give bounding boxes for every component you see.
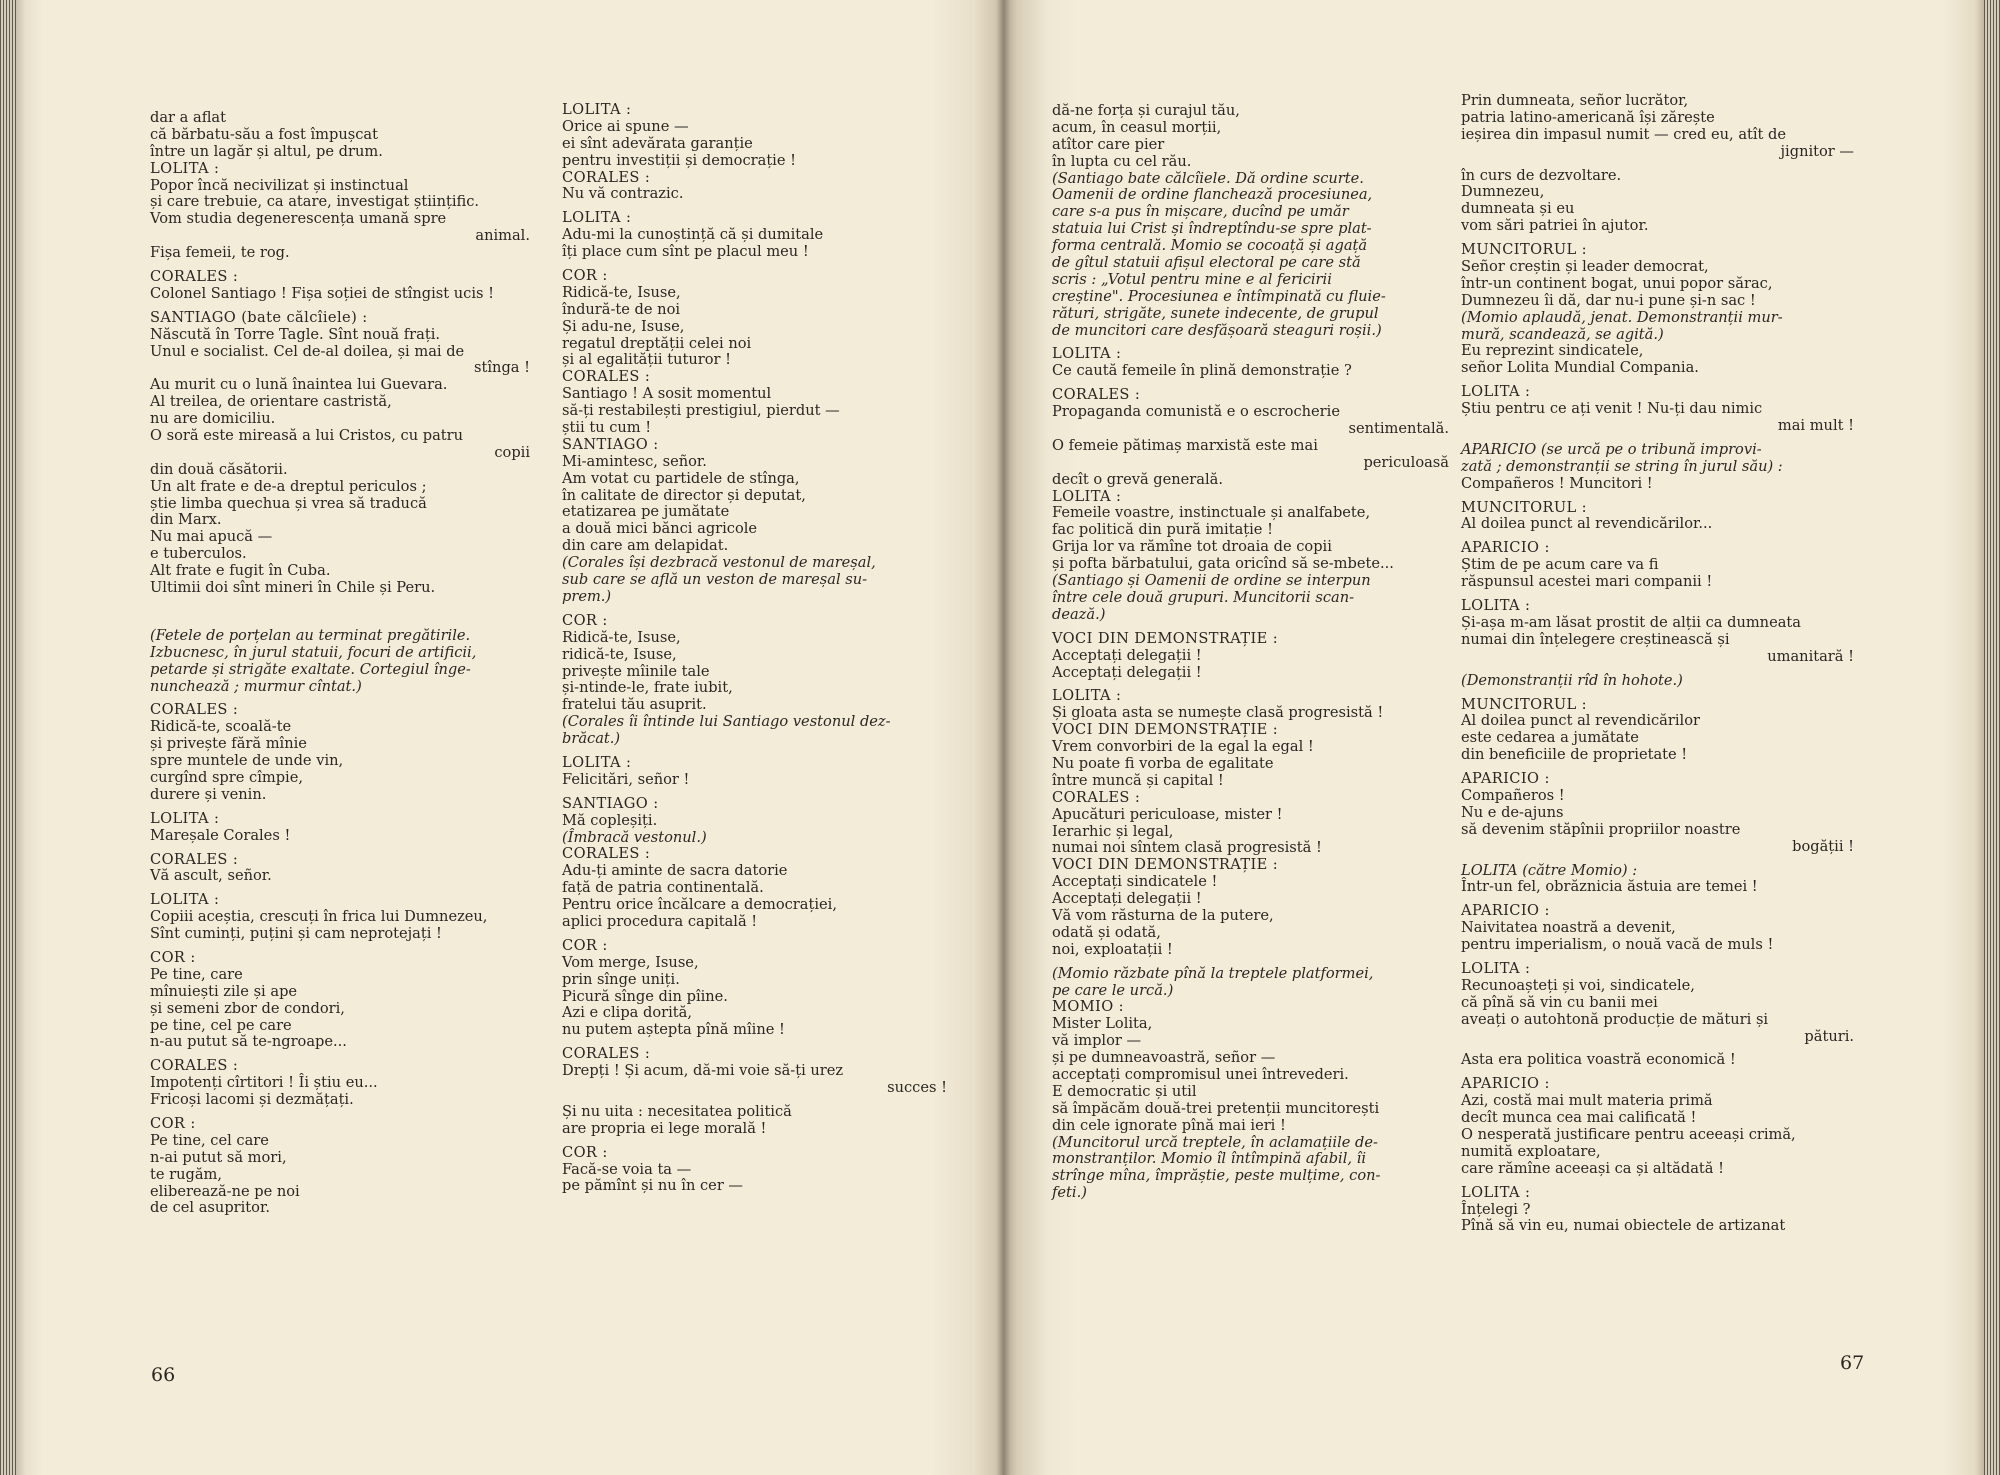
text-line: între muncă și capital ! — [1052, 771, 1224, 789]
page-edge-right — [1984, 0, 2000, 1475]
stage-direction-line: statuia lui Crist și îndreptîndu-se spre plat- — [1052, 220, 1372, 238]
text-line: Sînt cuminți, puțini și cam neprotejați ! — [150, 925, 442, 943]
text-line: Azi e clipa dorită, — [562, 1004, 692, 1022]
text-line: nu putem aștepta pînă mîine ! — [562, 1021, 785, 1039]
text-line: Picură sînge din pîine. — [562, 987, 728, 1005]
speaker-label: APARICIO : — [1461, 1075, 1550, 1093]
text-line: jignitor — — [1780, 142, 1854, 160]
speaker-label: LOLITA : — [150, 891, 220, 909]
speaker-label: LOLITA : — [1052, 487, 1122, 505]
stage-direction-line: scris : „Votul pentru mine e al fericirii — [1052, 270, 1332, 288]
text-line: acceptați compromisul unei întrevederi. — [1052, 1065, 1349, 1083]
book-gutter — [996, 0, 1010, 1475]
stage-direction-line: (Santiago bate călcîiele. Dă ordine scurte. — [1052, 169, 1364, 187]
text-line: și care trebuie, ca atare, investigat științific. — [150, 193, 480, 211]
stage-direction-line: (Momio răzbate pînă la treptele platformei, — [1052, 964, 1374, 982]
text-line: Pînă să vin eu, numai obiectele de artizanat — [1461, 1217, 1786, 1235]
text-line: Născută în Torre Tagle. Sînt nouă frați. — [150, 325, 441, 343]
speaker-label: LOLITA : — [562, 101, 632, 118]
stage-direction-line: zată ; demonstranții se string în jurul său) : — [1461, 457, 1783, 475]
text-line: mai mult ! — [1777, 417, 1854, 435]
speaker-label: MUNCITORUL : — [1461, 695, 1587, 713]
text-line: numai din înțelegere creștinească și — [1461, 630, 1730, 648]
text-line: din Marx. — [150, 511, 222, 529]
text-line: Femeile voastre, instinctuale și analfabete, — [1052, 504, 1371, 522]
text-line: Vom merge, Isuse, — [562, 953, 699, 971]
right-page-column-1 — [1052, 103, 1449, 1202]
text-line: să împăcăm două-trei pretenții muncitorești — [1052, 1099, 1380, 1117]
text-line: prin sînge uniți. — [562, 970, 680, 988]
text-line: patria latino-americană își zărește — [1461, 108, 1715, 126]
stage-direction-line: Izbucnesc, în jurul statuii, focuri de artificii, — [150, 643, 477, 661]
text-line: Știu pentru ce ați venit ! Nu-ți dau nimic — [1461, 400, 1763, 418]
text-line: știi tu cum ! — [562, 419, 652, 437]
text-line: etatizarea pe jumătate — [562, 503, 730, 521]
text-line: regatul dreptății celei noi — [562, 334, 752, 352]
stage-direction-line: rături, strigăte, sunete indecente, de grupul — [1052, 304, 1379, 322]
speaker-label: COR : — [562, 267, 608, 285]
speaker-label: MOMIO : — [1052, 998, 1124, 1016]
right-page-column-2 — [1461, 93, 1854, 1235]
stage-direction-line: (Santiago și Oamenii de ordine se interpun — [1052, 572, 1371, 590]
text-line: Compañeros ! — [1461, 786, 1565, 804]
text-line: Facă-se voia ta — — [562, 1160, 692, 1178]
speaker-label: LOLITA : — [150, 159, 220, 177]
text-line: fac politică din pură imitație ! — [1052, 521, 1273, 539]
speaker-label: CORALES : — [562, 845, 651, 863]
left-page-column-2 — [562, 102, 947, 1195]
stage-direction-line: între cele două grupuri. Muncitorii scan- — [1052, 588, 1355, 606]
text-line: Dumnezeu îi dă, dar nu-i pune și-n sac ! — [1461, 291, 1756, 309]
text-line: Orice ai spune — — [562, 117, 689, 135]
speaker-label: CORALES : — [1052, 788, 1141, 806]
speaker-label: SANTIAGO (bate călcîiele) : — [150, 308, 368, 326]
text-line: spre muntele de unde vin, — [150, 752, 344, 770]
speaker-label: CORALES : — [150, 850, 239, 868]
text-line: Naivitatea noastră a devenit, — [1461, 919, 1676, 937]
text-line: Al doilea punct al revendicărilor — [1461, 712, 1700, 730]
stage-direction-line: (Demonstranții rîd în hohote.) — [1461, 671, 1683, 689]
text-line: Acceptați delegații ! — [1052, 890, 1202, 908]
stage-direction-line: (Fetele de porțelan au terminat pregătirile. — [150, 626, 471, 644]
text-line: umanitară ! — [1767, 647, 1854, 665]
text-line: Acceptați delegații ! — [1052, 663, 1202, 681]
text-line: că pînă să vin cu banii mei — [1461, 993, 1658, 1011]
text-line: din două căsătorii. — [150, 460, 288, 478]
text-line: Prin dumneata, señor lucrător, — [1461, 92, 1689, 109]
text-line: Mi-amintesc, señor. — [562, 452, 707, 470]
text-line: Nu poate fi vorba de egalitate — [1052, 754, 1274, 772]
text-line: și pe dumneavoastră, señor — — [1052, 1049, 1276, 1067]
text-line: stînga ! — [474, 359, 530, 377]
speaker-label: COR : — [562, 936, 608, 954]
text-line: Al doilea punct al revendicărilor... — [1461, 515, 1713, 533]
stage-direction-line: Oamenii de ordine flanchează procesiunea, — [1052, 186, 1373, 204]
page-edge-left — [0, 0, 16, 1475]
text-line: e tuberculos. — [150, 545, 247, 563]
stage-direction-line: care s-a pus în mișcare, ducînd pe umăr — [1052, 203, 1349, 221]
text-line: Propaganda comunistă e o escrocherie — [1052, 403, 1340, 421]
text-line: curgînd spre cîmpie, — [150, 768, 303, 786]
speaker-label: LOLITA : — [1052, 345, 1122, 363]
speaker-label: LOLITA : — [562, 753, 632, 771]
text-line: să devenim stăpînii propriilor noastre — [1461, 820, 1741, 838]
text-line: Señor creștin și leader democrat, — [1461, 258, 1709, 276]
speaker-label: CORALES : — [562, 168, 651, 186]
text-line: atîtor care pier — [1052, 135, 1165, 153]
text-line: pe tine, cel pe care — [150, 1016, 292, 1034]
stage-direction-line: APARICIO (se urcă pe o tribună improvi- — [1461, 440, 1762, 458]
text-line: între un lagăr și altul, pe drum. — [150, 142, 383, 160]
speaker-label: CORALES : — [1052, 386, 1141, 404]
text-line: Vă vom răsturna de la putere, — [1052, 906, 1274, 924]
text-line: dumneata și eu — [1461, 200, 1575, 218]
speaker-label: LOLITA : — [1052, 687, 1122, 705]
text-line: mînuiești zile și ape — [150, 982, 298, 1000]
text-line: vă implor — — [1052, 1032, 1142, 1050]
text-line: privește mîinile tale — [562, 662, 710, 680]
stage-direction-line: pe care le urcă.) — [1052, 981, 1174, 999]
text-line: în lupta cu cel rău. — [1052, 152, 1192, 170]
text-line: Nu vă contrazic. — [562, 185, 684, 203]
text-line: Recunoașteți și voi, sindicatele, — [1461, 976, 1695, 994]
text-line: Nu mai apucă — — [150, 528, 273, 546]
text-line: Ridică-te, Isuse, — [562, 628, 681, 646]
speaker-label: CORALES : — [150, 1057, 239, 1075]
text-line: că bărbatu-său a fost împușcat — [150, 125, 378, 143]
text-line: Acceptați delegații ! — [1052, 646, 1202, 664]
text-line: Și-așa m-am lăsat prostit de alții ca dumneata — [1461, 613, 1801, 631]
stage-direction-line: de muncitori care desfășoară steaguri roșii.) — [1052, 321, 1382, 339]
text-line: odată și odată, — [1052, 923, 1161, 941]
text-line: Santiago ! A sosit momentul — [562, 385, 772, 403]
text-line: Mister Lolita, — [1052, 1015, 1153, 1033]
text-line: Eu reprezint sindicatele, — [1461, 342, 1644, 360]
text-line: ridică-te, Isuse, — [562, 645, 677, 663]
text-line: fratelui tău asuprit. — [562, 696, 707, 714]
speaker-label: LOLITA : — [1461, 959, 1531, 977]
text-line: aplici procedura capitală ! — [562, 912, 758, 930]
text-line: Impotenți cîrtitori ! Îi știu eu... — [150, 1074, 378, 1092]
text-line: și privește fără mînie — [150, 735, 307, 753]
text-line: E democratic și util — [1052, 1082, 1197, 1100]
stage-direction-line: petarde și strigăte exaltate. Cortegiul înge- — [150, 660, 471, 678]
stage-direction-line: strînge mîna, împrăștie, peste mulțime, con- — [1052, 1167, 1381, 1185]
stage-direction-line: creștine". Procesiunea e întîmpinată cu fluie- — [1052, 287, 1386, 305]
left-page-column-1 — [150, 110, 530, 1217]
speaker-label: VOCI DIN DEMONSTRAȚIE : — [1052, 856, 1279, 874]
text-line: și-ntinde-le, frate iubit, — [562, 679, 733, 697]
text-line: ieșirea din impasul numit — cred eu, atît de — [1461, 125, 1787, 143]
text-line: Alt frate e fugit în Cuba. — [150, 562, 331, 580]
text-line: señor Lolita Mundial Compania. — [1461, 359, 1699, 377]
text-line: eliberează-ne pe noi — [150, 1182, 300, 1200]
page-number-right: 67 — [1840, 1352, 1865, 1374]
speaker-label: LOLITA : — [1461, 1183, 1531, 1201]
text-line: Fișa femeii, te rog. — [150, 244, 290, 262]
text-line: nu are domiciliu. — [150, 410, 276, 428]
text-line: aveați o autohtonă producție de mături și — [1461, 1010, 1769, 1028]
speaker-label: COR : — [562, 611, 608, 629]
text-line: pături. — [1804, 1027, 1854, 1045]
text-line: O nesperată justificare pentru aceeași crimă, — [1461, 1125, 1796, 1143]
text-line: numită exploatare, — [1461, 1142, 1601, 1160]
text-line — [150, 604, 530, 621]
stage-direction-line: dează.) — [1052, 605, 1106, 623]
text-line: Pe tine, cel care — [150, 1131, 269, 1149]
text-line: și al egalității tuturor ! — [562, 351, 731, 369]
speaker-label: MUNCITORUL : — [1461, 241, 1587, 259]
text-line: periculoasă — [1363, 453, 1449, 471]
text-line: pe pămînt și nu în cer — — [562, 1177, 744, 1195]
text-line: Adu-ți aminte de sacra datorie — [562, 862, 788, 880]
text-line: dă-ne forța și curajul tău, — [1052, 102, 1240, 119]
text-line: Colonel Santiago ! Fișa soției de stîngist ucis ! — [150, 284, 494, 302]
speaker-label: COR : — [150, 948, 196, 966]
text-line: sentimentală. — [1348, 420, 1449, 438]
text-line: are propria ei lege morală ! — [562, 1119, 767, 1137]
text-line: Asta era politica voastră economică ! — [1461, 1051, 1736, 1069]
text-line: Dumnezeu, — [1461, 183, 1545, 201]
text-line: O femeie pătimaș marxistă este mai — [1052, 436, 1318, 454]
text-line: Grija lor va rămîne tot droaia de copii — [1052, 538, 1332, 556]
text-line: a două mici bănci agricole — [562, 520, 758, 538]
speaker-label: APARICIO : — [1461, 902, 1550, 920]
text-line: Apucături periculoase, mister ! — [1052, 805, 1283, 823]
text-line: și pofta bărbatului, gata oricînd să se-mbete... — [1052, 555, 1394, 573]
text-line: n-ai putut să mori, — [150, 1148, 287, 1166]
speaker-label: CORALES : — [150, 268, 239, 286]
text-line: ei sînt adevărata garanție — [562, 134, 753, 152]
text-line: într-un continent bogat, unui popor sărac, — [1461, 274, 1773, 292]
speaker-label: LOLITA : — [562, 209, 632, 227]
text-line: animal. — [475, 227, 530, 245]
text-line: durere și venin. — [150, 785, 267, 803]
stage-direction-line: brăcat.) — [562, 730, 621, 748]
text-line: copii — [494, 443, 530, 461]
stage-direction-line: prem.) — [562, 587, 612, 605]
text-line: Azi, costă mai mult materia primă — [1461, 1092, 1713, 1110]
text-line: Și adu-ne, Isuse, — [562, 317, 685, 335]
text-line: Ultimii doi sînt mineri în Chile și Peru. — [150, 579, 436, 597]
text-line: pentru investiții și democrație ! — [562, 151, 796, 169]
text-line: Unul e socialist. Cel de-al doilea, și mai de — [150, 342, 465, 360]
text-line: din beneficiile de proprietate ! — [1461, 746, 1688, 764]
stage-direction-line: sub care se află un veston de mareșal su- — [562, 571, 868, 589]
speaker-label: LOLITA : — [1461, 597, 1531, 615]
text-line: Al treilea, de orientare castristă, — [150, 393, 392, 411]
text-line: din care am delapidat. — [562, 537, 729, 555]
stage-direction-line: (Muncitorul urcă treptele, în aclamațiile de- — [1052, 1133, 1378, 1151]
speaker-label: APARICIO : — [1461, 539, 1550, 557]
text-line: Înțelegi ? — [1461, 1200, 1531, 1218]
stage-direction-line: monstranților. Momio îl întîmpină afabil, îi — [1052, 1150, 1367, 1168]
text-line: Ridică-te, Isuse, — [562, 283, 681, 301]
text-line: Mareșale Corales ! — [150, 826, 291, 844]
speaker-label: CORALES : — [150, 701, 239, 719]
text-line: vom sări patriei în ajutor. — [1461, 217, 1649, 235]
text-line: Ce caută femeile în plină demonstrație ? — [1052, 362, 1352, 380]
text-line: de cel asupritor. — [150, 1199, 270, 1217]
text-line: Vrem convorbiri de la egal la egal ! — [1052, 738, 1314, 756]
text-line: Compañeros ! Muncitori ! — [1461, 474, 1653, 492]
text-line: în curs de dezvoltare. — [1461, 166, 1622, 184]
text-line: Acceptați sindicatele ! — [1052, 873, 1218, 891]
text-line: Copiii aceștia, crescuți în frica lui Dumnezeu, — [150, 908, 488, 926]
text-line: decît munca cea mai calificată ! — [1461, 1109, 1697, 1127]
stage-direction-line: (Corales îi întinde lui Santiago vestonul dez- — [562, 713, 891, 731]
speaker-label: APARICIO : — [1461, 770, 1550, 788]
text-line: din cele ignorate pînă mai ieri ! — [1052, 1116, 1286, 1134]
text-line: îți place cum sînt pe placul meu ! — [562, 243, 809, 261]
speaker-label: SANTIAGO : — [562, 794, 659, 812]
text-line: Drepți ! Și acum, dă-mi voie să-ți urez — [562, 1062, 844, 1080]
text-line: Știm de pe acum care va fi — [1461, 556, 1659, 574]
text-line: Într-un fel, obrăznicia ăstuia are temei ! — [1461, 878, 1758, 896]
text-line: Adu-mi la cunoștință că și dumitale — [562, 226, 824, 244]
text-line: Felicitări, señor ! — [562, 770, 690, 788]
stage-direction-line: forma centrală. Momio se cocoață și agață — [1052, 237, 1368, 255]
stage-direction-line: (Îmbracă vestonul.) — [562, 828, 707, 846]
text-line: bogății ! — [1792, 837, 1854, 855]
text-line: Vă ascult, señor. — [150, 867, 272, 885]
stage-direction-line: de gîtul statuii afișul electoral pe care stă — [1052, 254, 1361, 272]
text-line: răspunsul acestei mari companii ! — [1461, 573, 1713, 591]
text-line: decît o grevă generală. — [1052, 470, 1223, 488]
text-line: este cedarea a jumătate — [1461, 729, 1639, 747]
speaker-label: LOLITA : — [1461, 383, 1531, 401]
text-line: față de patria continentală. — [562, 879, 764, 897]
speaker-label: COR : — [150, 1114, 196, 1132]
stage-direction-line: nunchează ; murmur cîntat.) — [150, 677, 362, 695]
text-line: O soră este mireasă a lui Cristos, cu patru — [150, 427, 464, 445]
text-line: Mă copleșiți. — [562, 811, 658, 829]
text-line: te rugăm, — [150, 1165, 223, 1183]
text-line: Pe tine, care — [150, 965, 243, 983]
text-line: numai noi sîntem clasă progresistă ! — [1052, 839, 1322, 857]
speaker-label: SANTIAGO : — [562, 435, 659, 453]
text-line: Ierarhic și legal, — [1052, 822, 1174, 840]
page-number-left: 66 — [151, 1364, 176, 1386]
speaker-label: CORALES : — [562, 1045, 651, 1063]
text-line: Vom studia degenerescența umană spre — [150, 210, 447, 228]
speaker-label: COR : — [562, 1143, 608, 1161]
text-line: Popor încă necivilizat și instinctual — [150, 176, 409, 194]
text-line: Nu e de-ajuns — [1461, 803, 1564, 821]
text-line: n-au putut să te-ngroape... — [150, 1033, 347, 1051]
text-line: știe limba quechua și vrea să traducă — [150, 494, 427, 512]
stage-direction-line: LOLITA (către Momio) : — [1461, 861, 1638, 879]
speaker-label: CORALES : — [562, 368, 651, 386]
text-line: care rămîne aceeași ca și altădată ! — [1461, 1159, 1724, 1177]
speaker-label: VOCI DIN DEMONSTRAȚIE : — [1052, 721, 1279, 739]
stage-direction-line: (Momio aplaudă, jenat. Demonstranții mur- — [1461, 308, 1783, 326]
text-line: Au murit cu o lună înaintea lui Guevara. — [150, 376, 448, 394]
text-line: Am votat cu partidele de stînga, — [562, 469, 800, 487]
text-line: și semeni zbor de condori, — [150, 999, 345, 1017]
text-line: Fricoși lacomi și dezmățați. — [150, 1091, 354, 1109]
text-line: Ridică-te, scoală-te — [150, 718, 292, 736]
text-line: noi, exploatații ! — [1052, 940, 1173, 958]
text-line: Și nu uita : necesitatea politică — [562, 1102, 792, 1120]
stage-direction-line: mură, scandează, se agită.) — [1461, 325, 1664, 343]
stage-direction-line: feti.) — [1052, 1184, 1087, 1202]
speaker-label: MUNCITORUL : — [1461, 498, 1587, 516]
speaker-label: VOCI DIN DEMONSTRAȚIE : — [1052, 629, 1279, 647]
stage-direction-line: (Corales își dezbracă vestonul de mareșal, — [562, 554, 876, 572]
text-line: acum, în ceasul morții, — [1052, 118, 1222, 136]
text-line: în calitate de director și deputat, — [562, 486, 806, 504]
text-line: Pentru orice încălcare a democrației, — [562, 896, 837, 914]
text-line: succes ! — [887, 1078, 947, 1096]
right-page — [1003, 0, 2000, 1475]
text-line: dar a aflat — [150, 109, 226, 126]
text-line: Și gloata asta se numește clasă progresistă ! — [1052, 704, 1384, 722]
text-line: Un alt frate e de-a dreptul periculos ; — [150, 477, 427, 495]
text-line: îndură-te de noi — [562, 300, 681, 318]
text-line: pentru imperialism, o nouă vacă de muls ! — [1461, 936, 1774, 954]
text-line: să-ți restabilești prestigiul, pierdut — — [562, 402, 840, 420]
speaker-label: LOLITA : — [150, 809, 220, 827]
